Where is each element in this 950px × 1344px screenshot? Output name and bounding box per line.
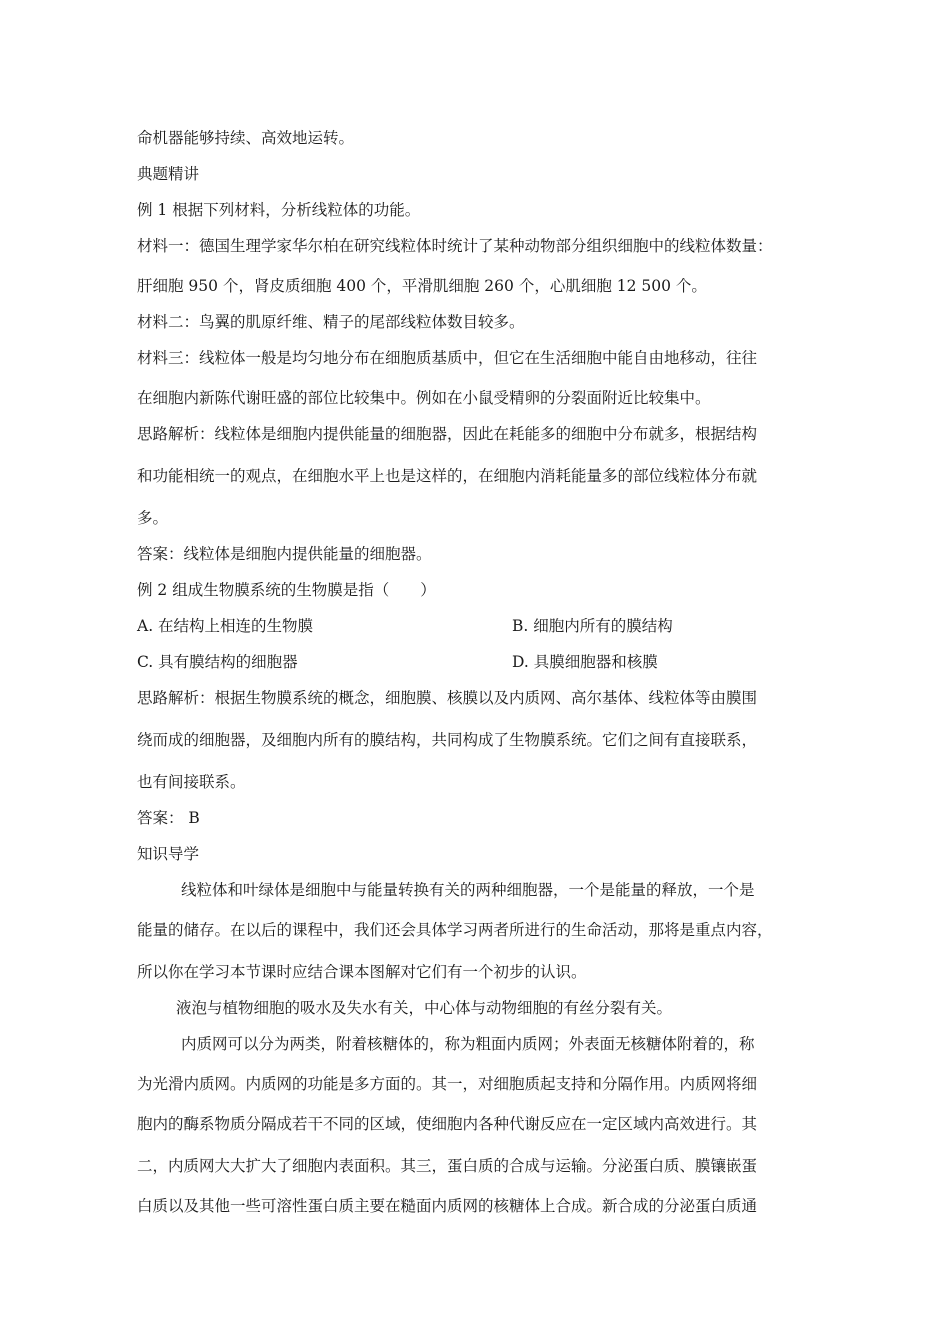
text-line: 二，内质网大大扩大了细胞内表面积。其三，蛋白质的合成与运输。分泌蛋白质、膜镶嵌蛋	[137, 1157, 758, 1175]
example-heading: 例 1 根据下列材料，分析线粒体的功能。	[137, 201, 421, 219]
section-heading: 知识导学	[137, 845, 200, 863]
text-line: 在细胞内新陈代谢旺盛的部位比较集中。例如在小鼠受精卵的分裂面附近比较集中。	[137, 389, 711, 407]
answer-line: 答案：线粒体是细胞内提供能量的细胞器。	[137, 545, 432, 563]
text-line: 线粒体和叶绿体是细胞中与能量转换有关的两种细胞器，一个是能量的释放，一个是	[181, 881, 755, 899]
text-line: 思路解析：线粒体是细胞内提供能量的细胞器，因此在耗能多的细胞中分布就多，根据结构	[137, 425, 758, 443]
text-line: 材料一：德国生理学家华尔柏在研究线粒体时统计了某种动物部分组织细胞中的线粒体数量：	[137, 237, 773, 255]
text-line: 所以你在学习本节课时应结合课本图解对它们有一个初步的认识。	[137, 963, 587, 981]
text-line: 液泡与植物细胞的吸水及失水有关，中心体与动物细胞的有丝分裂有关。	[176, 999, 673, 1017]
answer-line: 答案： B	[137, 809, 200, 827]
text-line: 白质以及其他一些可溶性蛋白质主要在糙面内质网的核糖体上合成。新合成的分泌蛋白质通	[137, 1197, 758, 1215]
option-b: B. 细胞内所有的膜结构	[512, 617, 673, 635]
option-a: A. 在结构上相连的生物膜	[137, 617, 314, 635]
option-d: D. 具膜细胞器和核膜	[512, 653, 658, 671]
text-line: 肝细胞 950 个，肾皮质细胞 400 个，平滑肌细胞 260 个，心肌细胞 12 500 个。	[137, 277, 707, 295]
example-heading: 例 2 组成生物膜系统的生物膜是指（ ）	[137, 581, 436, 599]
text-line: 命机器能够持续、高效地运转。	[137, 129, 355, 147]
text-line: 多。	[137, 509, 169, 527]
text-line: 绕而成的细胞器，及细胞内所有的膜结构，共同构成了生物膜系统。它们之间有直接联系，	[137, 731, 758, 749]
section-heading: 典题精讲	[137, 165, 200, 183]
text-line: 能量的储存。在以后的课程中，我们还会具体学习两者所进行的生命活动，那将是重点内容，	[137, 921, 773, 939]
text-line: 为光滑内质网。内质网的功能是多方面的。其一，对细胞质起支持和分隔作用。内质网将细	[137, 1075, 758, 1093]
text-line: 材料三：线粒体一般是均匀地分布在细胞质基质中，但它在生活细胞中能自由地移动，往往	[137, 349, 758, 367]
text-line: 也有间接联系。	[137, 773, 246, 791]
text-line: 思路解析：根据生物膜系统的概念，细胞膜、核膜以及内质网、高尔基体、线粒体等由膜围	[137, 689, 758, 707]
text-line: 内质网可以分为两类，附着核糖体的，称为粗面内质网；外表面无核糖体附着的，称	[181, 1035, 755, 1053]
text-line: 胞内的酶系物质分隔成若干不同的区域，使细胞内各种代谢反应在一定区域内高效进行。其	[137, 1115, 758, 1133]
text-line: 材料二：鸟翼的肌原纤维、精子的尾部线粒体数目较多。	[137, 313, 525, 331]
option-c: C. 具有膜结构的细胞器	[137, 653, 298, 671]
text-line: 和功能相统一的观点，在细胞水平上也是这样的，在细胞内消耗能量多的部位线粒体分布就	[137, 467, 758, 485]
